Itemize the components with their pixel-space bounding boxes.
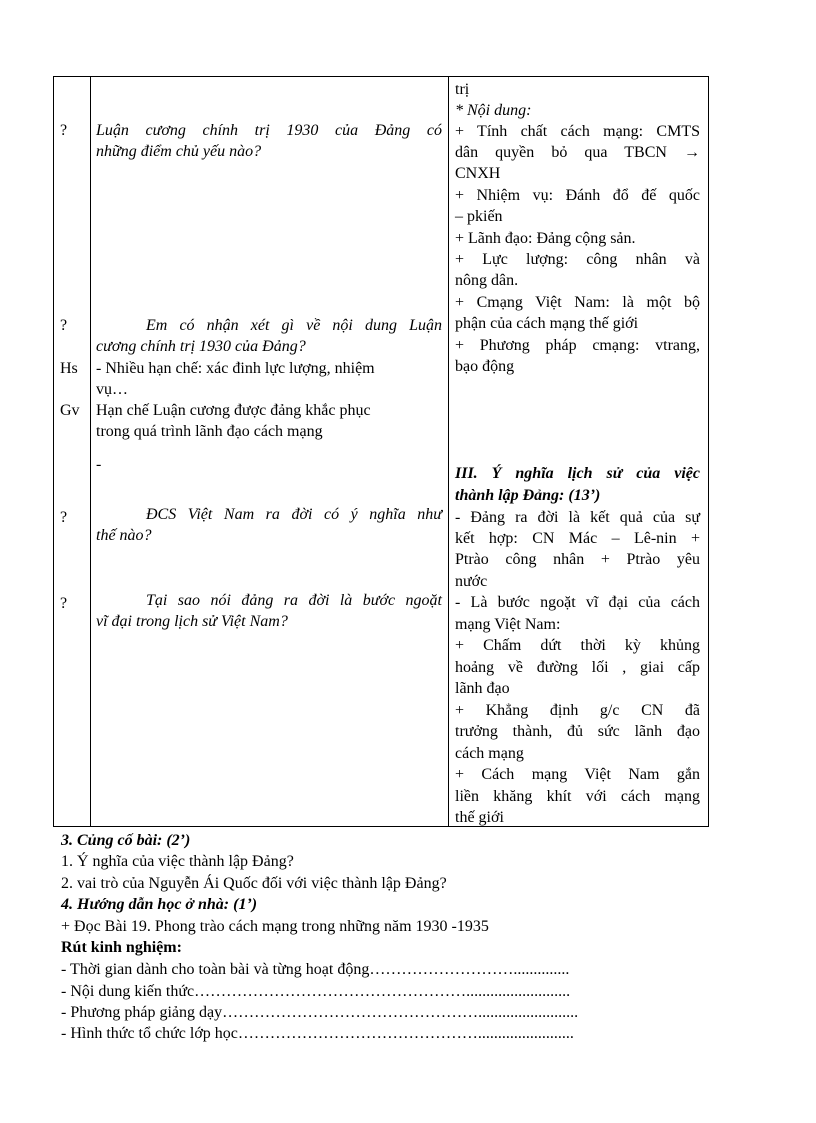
question-marker: ? bbox=[60, 122, 68, 139]
teacher-marker: Gv bbox=[60, 402, 80, 419]
answer-line: thế giới bbox=[455, 809, 504, 826]
answer-line: kết hợp: CN Mác – Lê-nin + bbox=[455, 530, 700, 547]
answer-line: + Lực lượng: công nhân và bbox=[455, 251, 700, 268]
teacher-note: Hạn chế Luận cương được đảng khắc phục bbox=[96, 402, 371, 419]
answer-line: Ptrào công nhân + Ptrào yêu bbox=[455, 551, 700, 568]
answer-line: hoảng về đường lối , giai cấp bbox=[455, 659, 700, 676]
question-text: Em có nhận xét gì về nội dung Luận bbox=[146, 317, 442, 334]
student-answer: vụ… bbox=[96, 381, 128, 398]
answer-line: mạng Việt Nam: bbox=[455, 616, 561, 633]
answer-line: liền khăng khít với cách mạng bbox=[455, 788, 700, 805]
answer-line: + Tính chất cách mạng: CMTS bbox=[455, 123, 700, 140]
answer-line: bạo động bbox=[455, 358, 515, 375]
answer-line: lãnh đạo bbox=[455, 680, 510, 697]
question-text: ĐCS Việt Nam ra đời có ý nghĩa như bbox=[146, 506, 442, 523]
question-text: cương chính trị 1930 của Đảng? bbox=[96, 338, 306, 355]
answer-line: trưởng thành, đủ sức lãnh đạo bbox=[455, 723, 700, 740]
content-heading: * Nội dung: bbox=[455, 102, 532, 119]
question-marker: ? bbox=[60, 317, 68, 334]
answer-line: phận của cách mạng thế giới bbox=[455, 315, 639, 332]
answer-line: + Chấm dứt thời kỳ khủng bbox=[455, 637, 700, 654]
answer-line: + Lãnh đạo: Đảng cộng sản. bbox=[455, 230, 636, 247]
answer-line: + Cmạng Việt Nam: là một bộ bbox=[455, 294, 700, 311]
experience-line: - Thời gian dành cho toàn bài và từng hoạt động……………………….............. bbox=[61, 961, 570, 978]
section-heading: III. Ý nghĩa lịch sử của việc bbox=[455, 465, 700, 482]
answer-line: – pkiến bbox=[455, 208, 503, 225]
column-divider bbox=[448, 77, 449, 826]
question-text: những điểm chủ yếu nào? bbox=[96, 143, 262, 160]
question-text: Tại sao nói đảng ra đời là bước ngoặt bbox=[146, 592, 442, 609]
section-title: 4. Hướng dẫn học ở nhà: (1’) bbox=[61, 896, 258, 913]
student-marker: Hs bbox=[60, 360, 78, 377]
review-item: 1. Ý nghĩa của việc thành lập Đảng? bbox=[61, 853, 294, 870]
answer-line: trị bbox=[455, 81, 470, 98]
section-heading: thành lập Đảng: (13’) bbox=[455, 487, 601, 504]
answer-line: + Phương pháp cmạng: vtrang, bbox=[455, 337, 700, 354]
answer-line: - Là bước ngoặt vĩ đại của cách bbox=[455, 594, 700, 611]
question-marker: ? bbox=[60, 509, 68, 526]
experience-line: - Phương pháp giảng dạy…………………………………………......................... bbox=[61, 1004, 579, 1021]
student-answer: - Nhiều hạn chế: xác đinh lực lượng, nhiệm bbox=[96, 360, 375, 377]
answer-line: nước bbox=[455, 573, 488, 590]
teacher-note: trong quá trình lãnh đạo cách mạng bbox=[96, 423, 323, 440]
answer-line: + Nhiệm vụ: Đánh đổ đế quốc bbox=[455, 187, 700, 204]
homework-item: + Đọc Bài 19. Phong trào cách mạng trong những năm 1930 -1935 bbox=[61, 918, 489, 935]
answer-line: + Cách mạng Việt Nam gắn bbox=[455, 766, 700, 783]
column-divider bbox=[90, 77, 91, 826]
section-title: 3. Củng cố bài: (2’) bbox=[61, 832, 191, 849]
question-text: vĩ đại trong lịch sử Việt Nam? bbox=[96, 613, 288, 630]
answer-line: dân quyền bỏ qua TBCN → bbox=[455, 144, 700, 161]
answer-line: CNXH bbox=[455, 165, 501, 182]
question-marker: ? bbox=[60, 595, 68, 612]
experience-line: - Hình thức tổ chức lớp học………………………………………........................ bbox=[61, 1025, 574, 1042]
experience-line: - Nội dung kiến thức…………………………………………….......................... bbox=[61, 983, 571, 1000]
answer-line: nông dân. bbox=[455, 272, 519, 289]
answer-line: - Đảng ra đời là kết quả của sự bbox=[455, 509, 700, 526]
dash-mark: - bbox=[96, 456, 102, 473]
answer-line: cách mạng bbox=[455, 745, 524, 762]
review-item: 2. vai trò của Nguyễn Ái Quốc đối với việc thành lập Đảng? bbox=[61, 875, 447, 892]
question-text: Luận cương chính trị 1930 của Đảng có bbox=[96, 122, 442, 139]
question-text: thế nào? bbox=[96, 527, 152, 544]
answer-line: + Khẳng định g/c CN đã bbox=[455, 702, 700, 719]
section-title: Rút kinh nghiệm: bbox=[61, 939, 182, 956]
